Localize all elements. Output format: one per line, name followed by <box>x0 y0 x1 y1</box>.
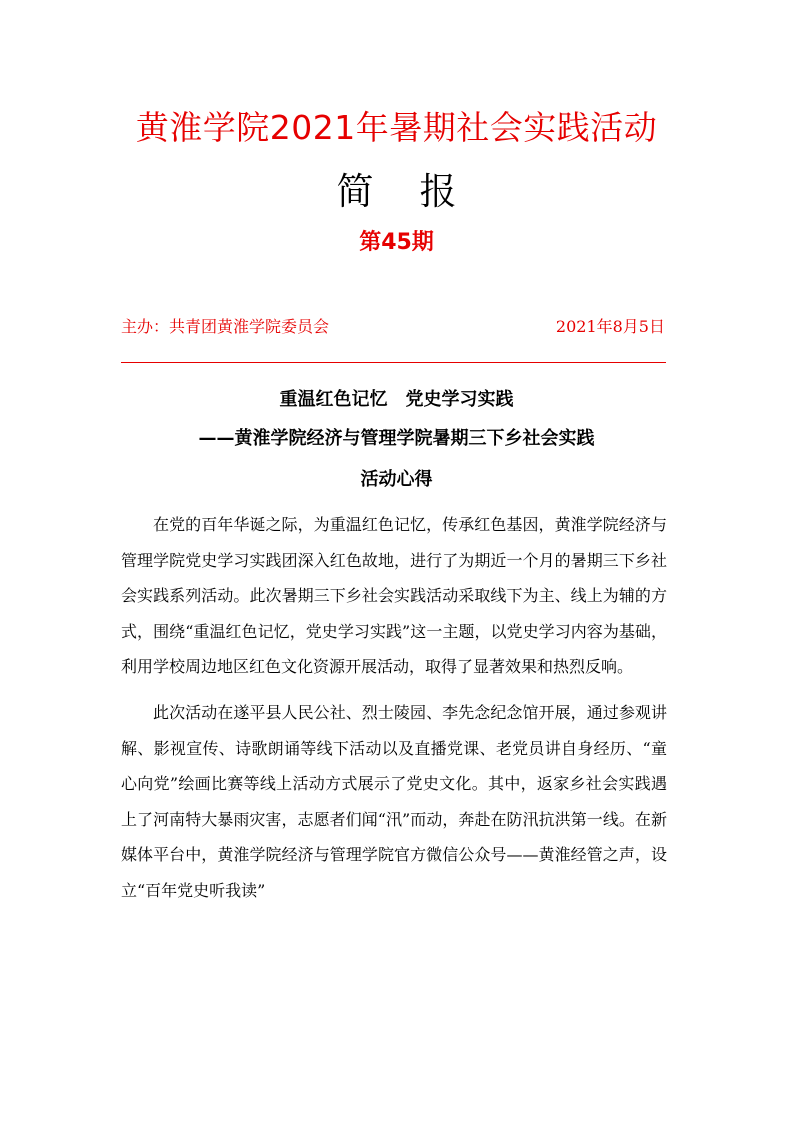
issue-number: 第45期 <box>359 230 434 255</box>
article-subheadline-continued: 活动心得 <box>360 469 433 490</box>
newsletter-title: 黄淮学院2021年暑期社会实践活动 <box>135 108 658 147</box>
header-divider <box>121 362 666 363</box>
meta-row <box>121 313 665 341</box>
article-headline: 重温红色记忆 党史学习实践 <box>279 389 514 410</box>
subtitle-char-left: 简 <box>336 170 374 213</box>
article-body <box>121 507 667 919</box>
article-paragraph: 在党的百年华诞之际，为重温红色记忆，传承红色基因，黄淮学院经济与管理学院党史学习实践团深入红色故地，进行了为期近一个月的暑期三下乡社会实践系列活动。此次暑期三下乡社会实践活动采取线下为主、线上为辅的方式，围绕“重温红色记忆，党史学习实践”这一主题，以党史学习内容为基础，利用学校周边地区红色文化资源开展活动，取得了显著效果和热烈反响。 <box>121 515 667 677</box>
sponsor-label: 主办：共青团黄淮学院委员会 <box>121 317 330 336</box>
subtitle-char-right: 报 <box>419 170 457 213</box>
article-paragraph: 此次活动在遂平县人民公社、烈士陵园、李先念纪念馆开展，通过参观讲解、影视宣传、诗歌朗诵等线下活动以及直播党课、老党员讲自身经历、“童心向党”绘画比赛等线上活动方式展示了党史文化。其中，返家乡社会实践遇上了河南特大暴雨灾害，志愿者们闻“汛”而动，奔赴在防汛抗洪第一线。在新媒体平台中，黄淮学院经济与管理学院官方微信公众号——黄淮经管之声，设立“百年党史听我读” <box>121 702 667 900</box>
newsletter-subtitle <box>0 164 793 220</box>
article-subheadline: ——黄淮学院经济与管理学院暑期三下乡社会实践 <box>198 428 595 449</box>
publish-date: 2021年8月5日 <box>555 317 665 336</box>
